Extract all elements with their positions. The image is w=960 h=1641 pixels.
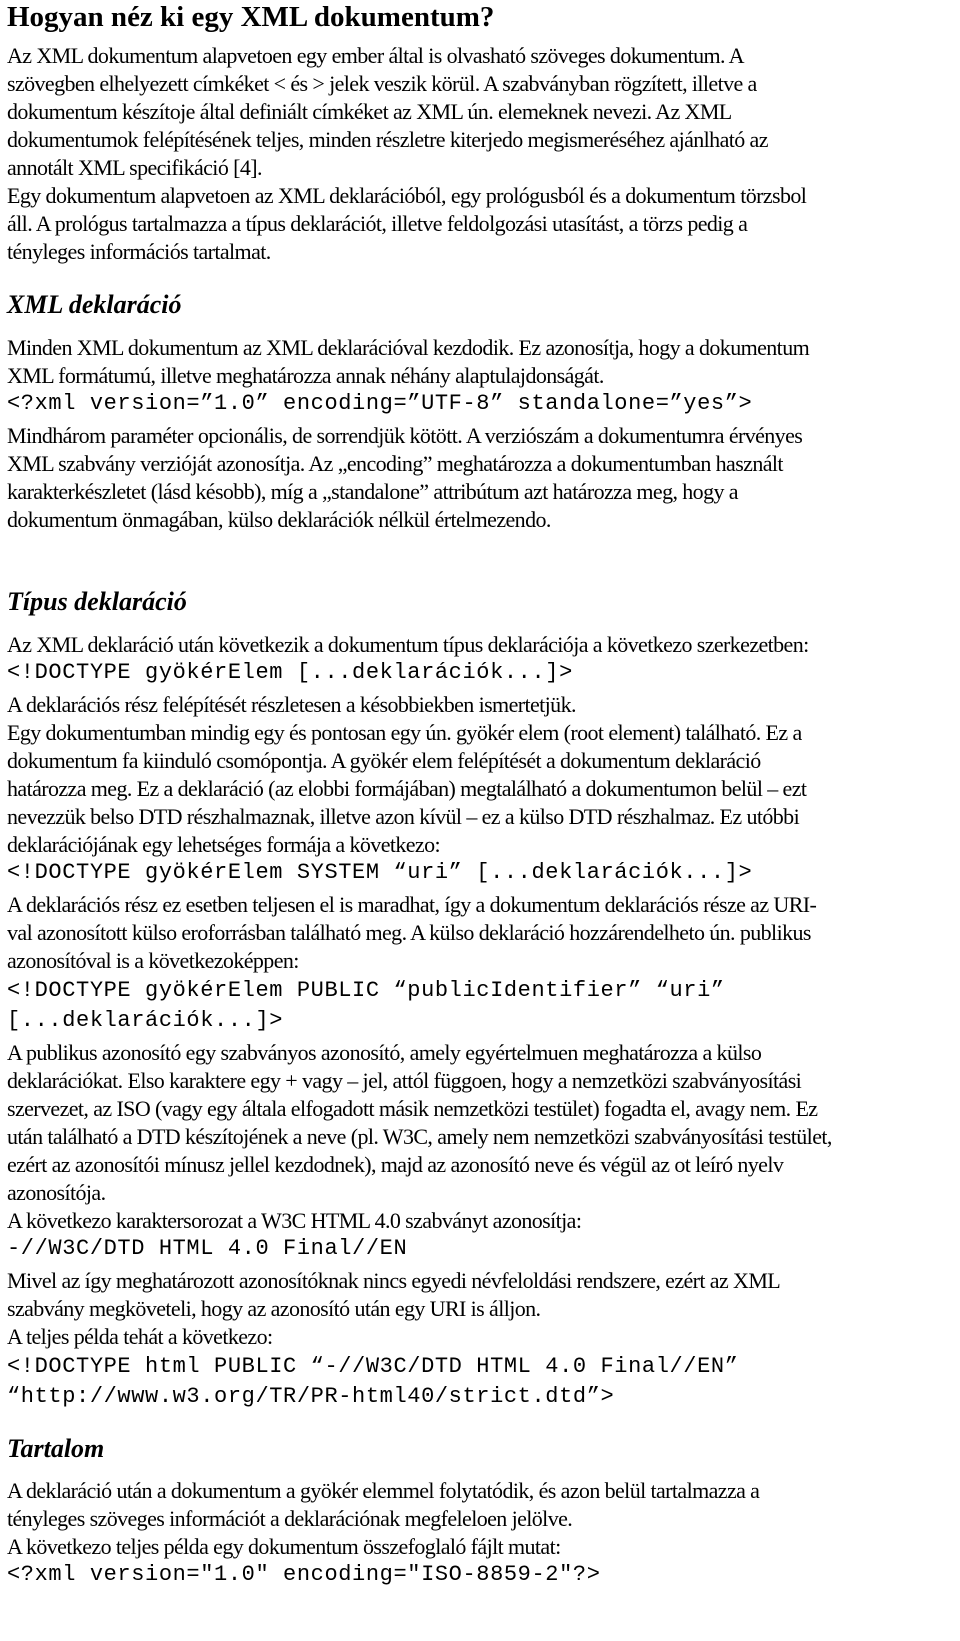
content-code: <?xml version="1.0" encoding="ISO-8859-2"?> <box>7 1562 601 1587</box>
xml-decl-text-1: Minden XML dokumentum az XML deklarációval kezdodik. Ez azonosítja, hogy a dokumentum <box>7 335 810 360</box>
type-decl-text-4: dokumentum fa kiinduló csomópontja. A gyökér elem felépítését a dokumentum deklaráció <box>7 748 761 773</box>
intro-line-1: Az XML dokumentum alapvetoen egy ember által is olvasható szöveges dokumentum. A <box>7 43 744 68</box>
type-decl-code-3a: <!DOCTYPE gyökérElem PUBLIC “publicIdentifier” “uri” <box>7 978 725 1003</box>
intro-line-3: dokumentum készítoje által definiált címkéket az XML ún. elemeknek nevezi. Az XML <box>7 99 732 124</box>
type-decl-text-13: szervezet, az ISO (vagy egy általa elfogadott másik nemzetközi testület) fogadta el, avagy nem. Ez <box>7 1096 818 1121</box>
type-decl-code-5b: “http://www.w3.org/TR/PR-html40/strict.dtd”> <box>7 1384 615 1409</box>
xml-decl-text-5: karakterkészletet (lásd késobb), míg a „standalone” attribútum azt határozza meg, hogy a <box>7 479 738 504</box>
intro-line-5: annotált XML specifikáció [4]. <box>7 155 262 180</box>
xml-decl-text-6: dokumentum önmagában, külso deklarációk nélkül értelmezendo. <box>7 507 551 532</box>
xml-decl-text-3: Mindhárom paraméter opcionális, de sorrendjük kötött. A verziószám a dokumentumra érvényes <box>7 423 803 448</box>
intro-line-6: Egy dokumentum alapvetoen az XML deklarációból, egy prológusból és a dokumentum törzsbol <box>7 183 807 208</box>
content-text-3: A következo teljes példa egy dokumentum összefoglaló fájlt mutat: <box>7 1534 561 1559</box>
heading-type-declaration: Típus deklaráció <box>7 587 187 616</box>
xml-decl-code: <?xml version=”1.0” encoding=”UTF-8” standalone=”yes”> <box>7 391 753 416</box>
type-decl-text-11: A publikus azonosító egy szabványos azonosító, amely egyértelmuen meghatározza a külso <box>7 1040 762 1065</box>
type-decl-text-8: A deklarációs rész ez esetben teljesen el is maradhat, így a dokumentum deklarációs része az URI- <box>7 892 817 917</box>
type-decl-text-1: Az XML deklaráció után következik a dokumentum típus deklarációja a következo szerkezetben: <box>7 632 809 657</box>
type-decl-text-14: után található a DTD készítojének a neve (pl. W3C, amely nem nemzetközi szabványosítási testület, <box>7 1124 832 1149</box>
type-decl-text-19: szabvány megköveteli, hogy az azonosító után egy URI is álljon. <box>7 1296 541 1321</box>
heading-xml-declaration: XML deklaráció <box>7 290 182 319</box>
page-title: Hogyan néz ki egy XML dokumentum? <box>7 1 495 33</box>
heading-content: Tartalom <box>7 1434 105 1463</box>
intro-line-7: áll. A prológus tartalmazza a típus deklarációt, illetve feldolgozási utasítást, a törzs pedig a <box>7 211 748 236</box>
type-decl-code-4: -//W3C/DTD HTML 4.0 Final//EN <box>7 1236 408 1261</box>
type-decl-text-2: A deklarációs rész felépítését részletesen a késobbiekben ismertetjük. <box>7 692 576 717</box>
type-decl-text-12: deklarációkat. Elso karaktere egy + vagy – jel, attól függoen, hogy a nemzetközi szabványosítási <box>7 1068 802 1093</box>
intro-line-2: szövegben elhelyezett címkéket < és > jelek veszik körül. A szabványban rögzített, illetve a <box>7 71 757 96</box>
type-decl-code-2: <!DOCTYPE gyökérElem SYSTEM “uri” [...deklarációk...]> <box>7 860 753 885</box>
type-decl-text-16: azonosítója. <box>7 1180 106 1205</box>
type-decl-text-20: A teljes példa tehát a következo: <box>7 1324 273 1349</box>
type-decl-text-7: deklarációjának egy lehetséges formája a következo: <box>7 832 441 857</box>
type-decl-text-9: val azonosított külso eroforrásban található meg. A külso deklaráció hozzárendelheto ún. publikus <box>7 920 811 945</box>
type-decl-text-6: nevezzük belso DTD részhalmaznak, illetve azon kívül – ez a külso DTD részhalmaz. Ez utóbbi <box>7 804 800 829</box>
type-decl-code-3b: [...deklarációk...]> <box>7 1008 284 1033</box>
content-text-1: A deklaráció után a dokumentum a gyökér elemmel folytatódik, és azon belül tartalmazza a <box>7 1478 760 1503</box>
type-decl-text-17: A következo karaktersorozat a W3C HTML 4.0 szabványt azonosítja: <box>7 1208 582 1233</box>
xml-decl-text-2: XML formátumú, illetve meghatározza annak néhány alaptulajdonságát. <box>7 363 604 388</box>
type-decl-text-3: Egy dokumentumban mindig egy és pontosan egy ún. gyökér elem (root element) található. Ez a <box>7 720 802 745</box>
type-decl-code-5a: <!DOCTYPE html PUBLIC “-//W3C/DTD HTML 4.0 Final//EN” <box>7 1354 739 1379</box>
intro-line-8: tényleges információs tartalmat. <box>7 239 271 264</box>
intro-line-4: dokumentumok felépítésének teljes, minden részletre kiterjedo megismeréséhez ajánlható az <box>7 127 768 152</box>
type-decl-text-10: azonosítóval is a következoképpen: <box>7 948 299 973</box>
type-decl-text-5: határozza meg. Ez a deklaráció (az elobbi formájában) megtalálható a dokumentumon belül – ezt <box>7 776 807 801</box>
xml-decl-text-4: XML szabvány verzióját azonosítja. Az „encoding” meghatározza a dokumentumban használt <box>7 451 783 476</box>
type-decl-text-18: Mivel az így meghatározott azonosítóknak nincs egyedi névfeloldási rendszere, ezért az XML <box>7 1268 781 1293</box>
content-text-2: tényleges szöveges információt a deklarációnak megfeleloen jelölve. <box>7 1506 573 1531</box>
type-decl-code-1: <!DOCTYPE gyökérElem [...deklarációk...]> <box>7 660 573 685</box>
type-decl-text-15: ezért az azonosítói mínusz jellel kezdodnek), majd az azonosító neve és végül az ot leíró nyelv <box>7 1152 784 1177</box>
